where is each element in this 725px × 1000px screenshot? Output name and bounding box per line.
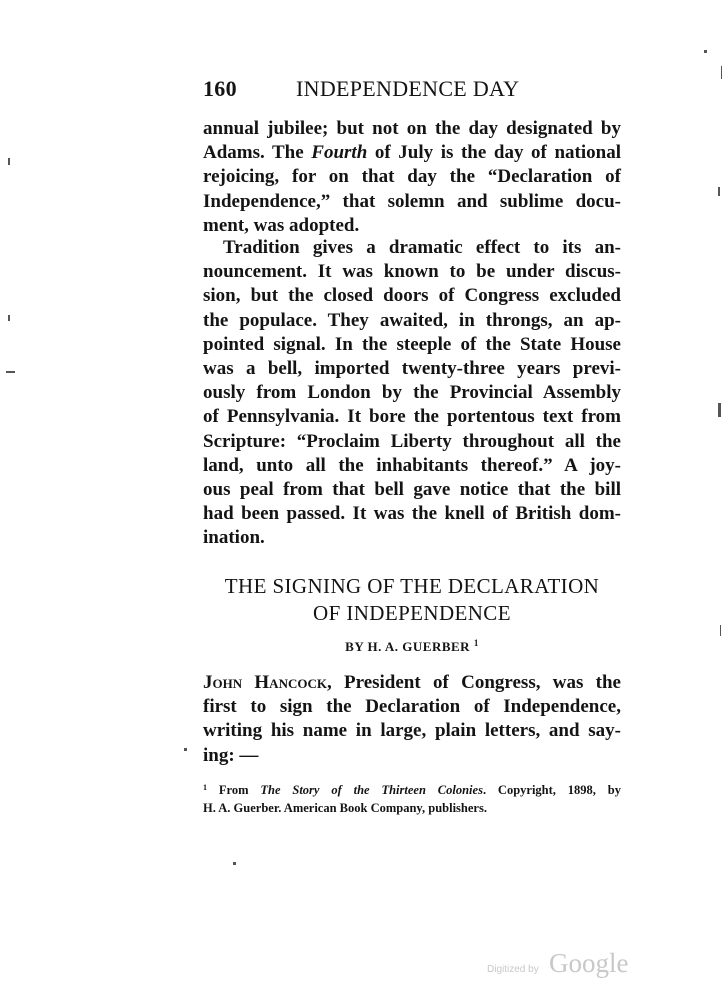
text-line: Scripture: “Proclaim Liberty throughout all the: [203, 430, 621, 452]
scan-mark: [8, 158, 10, 165]
text-fragment: From: [207, 783, 261, 797]
text-line: nouncement. It was known to be under discus-: [203, 261, 621, 283]
text-fragment: , President of Congress, was the: [326, 672, 621, 693]
text-line: ing: —: [203, 744, 259, 766]
scan-mark: [720, 625, 721, 636]
text-line: of Pennsylvania. It bore the portentous text from: [203, 406, 621, 428]
text-line: ination.: [203, 527, 265, 549]
text-line: annual jubilee; but not on the day designated by: [203, 118, 621, 139]
running-title: INDEPENDENCE DAY: [296, 76, 520, 101]
section-title-line-2: OF INDEPENDENCE: [313, 601, 511, 625]
text-line: writing his name in large, plain letters, and say-: [203, 720, 621, 742]
scan-mark: [184, 748, 187, 751]
scan-mark: [718, 187, 720, 196]
text-fragment: . Copyright, 1898, by: [482, 783, 621, 797]
text-line: pointed signal. In the steeple of the State House: [203, 333, 621, 355]
text-line: Independence,” that solemn and sublime docu-: [203, 190, 621, 212]
text-line-with-small-caps: [203, 671, 621, 695]
text-line: ously from London by the Provincial Assembly: [203, 382, 621, 404]
running-header: [203, 74, 623, 104]
paragraph-3: [203, 671, 621, 768]
byline-text: BY H. A. GUERBER: [345, 639, 471, 654]
text-line: rejoicing, for on that day the “Declaration of: [203, 166, 621, 188]
byline: [203, 634, 621, 656]
text-line: first to sign the Declaration of Independence,: [203, 696, 621, 718]
footnote-marker: 1: [203, 783, 207, 792]
page-number: 160: [203, 76, 237, 101]
scan-mark: [8, 315, 10, 321]
text-line: was a bell, imported twenty-three years previ-: [203, 358, 621, 380]
text-line: the populace. They awaited, in throngs, an ap-: [203, 309, 621, 331]
paragraph-1: [203, 117, 621, 238]
footnote-line: [203, 779, 621, 799]
text-line: land, unto all the inhabitants thereof.” A joy-: [203, 454, 621, 476]
paragraph-2: [203, 236, 621, 551]
text-line: ous peal from that bell gave notice that the bill: [203, 479, 621, 501]
footnote-ref: 1: [473, 638, 479, 648]
digitized-by-text: Digitized by: [487, 964, 539, 975]
text-line: Tradition gives a dramatic effect to its an-: [223, 237, 621, 258]
scan-mark: [704, 50, 707, 53]
footnote: [203, 779, 621, 817]
small-caps-name: John Hancock: [203, 672, 327, 693]
footnote-line: H. A. Guerber. American Book Company, publishers.: [203, 801, 487, 815]
book-title: The Story of the Thirteen Colonies: [260, 783, 483, 797]
italic-word: Fourth: [311, 142, 368, 164]
scan-mark: [233, 862, 236, 865]
text-line-with-italic: Adams. The Fourth of July is the day of national: [203, 142, 621, 164]
scan-mark: [721, 66, 722, 79]
text-line: had been passed. It was the knell of British dom-: [203, 503, 621, 525]
scan-mark: [718, 403, 721, 417]
scan-mark: [6, 371, 15, 373]
google-logo: Google: [549, 948, 629, 978]
section-title-line-1: THE SIGNING OF THE DECLARATION: [224, 574, 600, 598]
text-line: sion, but the closed doors of Congress excluded: [203, 285, 621, 307]
text-line: ment, was adopted.: [203, 214, 360, 236]
